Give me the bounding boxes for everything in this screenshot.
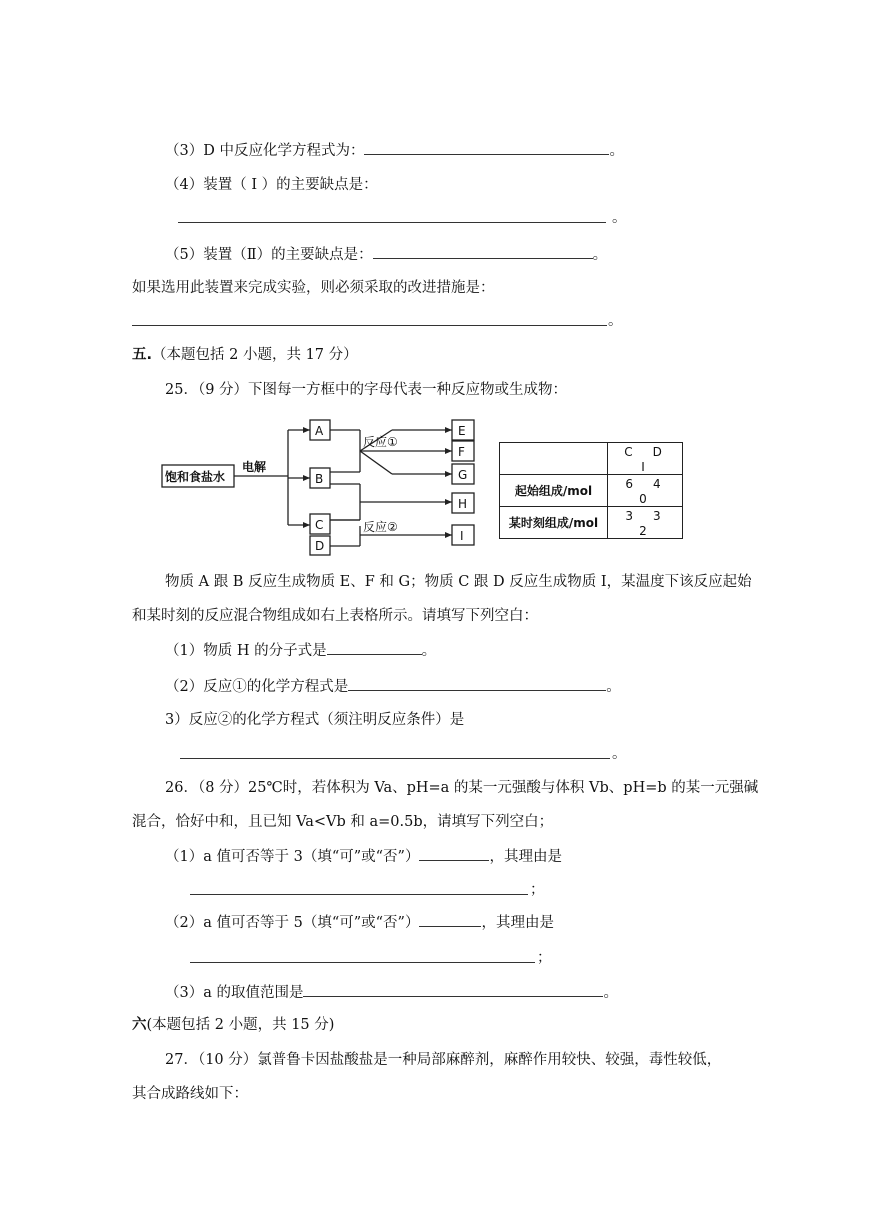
q25-item2: （2）反应①的化学方程式是 。 xyxy=(165,676,621,697)
answer-blank[interactable] xyxy=(419,912,481,927)
q26-item3: （3）a 的取值范围是 。 xyxy=(165,982,618,1003)
reaction-flow-diagram xyxy=(160,410,490,560)
q24-item3: （3）D 中反应化学方程式为： 。 xyxy=(165,140,624,161)
q24-item5: （5）装置（Ⅱ）的主要缺点是： 。 xyxy=(165,244,607,265)
label-D: D xyxy=(315,539,325,553)
table-corner xyxy=(500,443,608,475)
label-reaction-1: 反应① xyxy=(363,435,398,449)
q26-item2: （2）a 值可否等于 5（填“可”或“否”） ，其理由是 xyxy=(165,912,554,933)
label-reaction-2: 反应② xyxy=(363,520,398,534)
label-electrolysis: 电解 xyxy=(242,460,267,474)
q25-para2: 和某时刻的反应混合物组成如右上表格所示。请填写下列空白： xyxy=(132,608,538,624)
section-six-heading: 六(本题包括 2 小题，共 15 分) xyxy=(132,1017,335,1033)
answer-blank[interactable] xyxy=(373,244,593,259)
answer-blank[interactable] xyxy=(190,962,535,963)
q25-item1: （1）物质 H 的分子式是 。 xyxy=(165,640,436,661)
q26-intro1: 26．（8 分）25℃时，若体积为 Va、pH=a 的某一元强酸与体积 Vb、pH=b 的某一元强碱 xyxy=(165,780,759,796)
label-C: C xyxy=(315,518,324,532)
q25-item3: 3）反应②的化学方程式（须注明反应条件）是 xyxy=(165,712,465,728)
table-header: C D I xyxy=(608,443,683,475)
table-row-label: 起始组成/mol xyxy=(500,475,608,507)
answer-blank[interactable] xyxy=(132,325,607,326)
label-F: F xyxy=(458,445,465,459)
answer-blank[interactable] xyxy=(180,758,610,759)
section-five-heading: 五.（本题包括 2 小题，共 17 分） xyxy=(132,347,358,363)
q25-para1: 物质 A 跟 B 反应生成物质 E、F 和 G；物质 C 跟 D 反应生成物质 I，某温度下该反应起始 xyxy=(165,574,752,590)
answer-blank[interactable] xyxy=(178,222,606,223)
table-row-label: 某时刻组成/mol xyxy=(500,507,608,539)
q26-intro2: 混合，恰好中和，且已知 Va<Vb 和 a=0.5b，请填写下列空白； xyxy=(132,814,554,830)
label-H: H xyxy=(458,497,468,511)
table-row-values: 3 3 2 xyxy=(608,507,683,539)
answer-blank[interactable] xyxy=(364,140,609,155)
q27-intro1: 27．（10 分）氯普鲁卡因盐酸盐是一种局部麻醉剂，麻醉作用较快、较强，毒性较低， xyxy=(165,1052,722,1068)
composition-table xyxy=(499,442,683,539)
q24-item5-improve: 如果选用此装置来完成实验，则必须采取的改进措施是： xyxy=(132,280,495,296)
label-G: G xyxy=(458,468,468,482)
answer-blank[interactable] xyxy=(303,982,603,997)
answer-blank[interactable] xyxy=(419,846,489,861)
q25-intro: 25．（9 分）下图每一方框中的字母代表一种反应物或生成物： xyxy=(165,382,568,398)
q27-intro2: 其合成路线如下： xyxy=(132,1086,248,1102)
label-saturated-brine: 饱和食盐水 xyxy=(165,470,226,484)
label-B: B xyxy=(315,472,324,486)
label-A: A xyxy=(315,424,324,438)
label-I: I xyxy=(460,529,464,543)
label-E: E xyxy=(458,424,466,438)
q26-item1: （1）a 值可否等于 3（填“可”或“否”） ，其理由是 xyxy=(165,846,562,867)
q24-item4: （4）装置（ Ⅰ ）的主要缺点是： xyxy=(165,177,378,193)
answer-blank[interactable] xyxy=(327,640,422,655)
answer-blank[interactable] xyxy=(190,894,528,895)
answer-blank[interactable] xyxy=(348,676,606,691)
table-row-values: 6 4 0 xyxy=(608,475,683,507)
